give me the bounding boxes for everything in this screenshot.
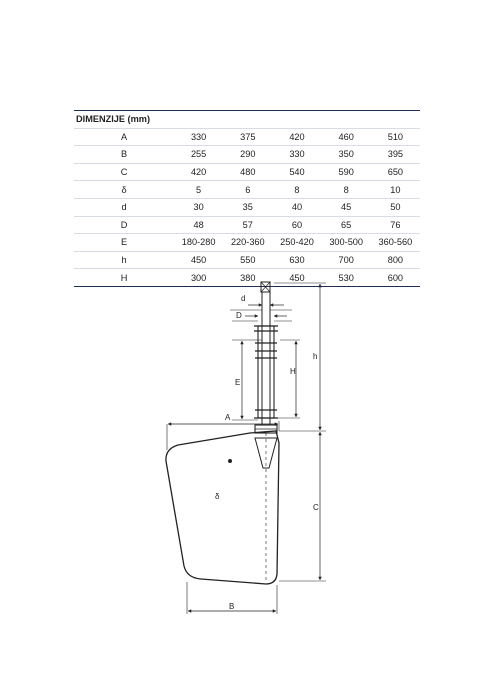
- table-cell: 6: [223, 181, 272, 199]
- table-cell: 76: [371, 216, 420, 234]
- table-cell: 57: [223, 216, 272, 234]
- table-cell: 700: [322, 251, 371, 269]
- table-cell: 630: [272, 251, 321, 269]
- row-label: d: [74, 198, 174, 216]
- table-cell: 450: [272, 269, 321, 287]
- table-cell: 10: [371, 181, 420, 199]
- dim-label-D: D: [236, 311, 242, 320]
- table-cell: 650: [371, 163, 420, 181]
- table-cell: 330: [272, 146, 321, 164]
- table-cell: 60: [272, 216, 321, 234]
- table-cell: 450: [174, 251, 223, 269]
- table-cell: 460: [322, 128, 371, 146]
- dim-label-A: A: [225, 413, 231, 422]
- table-cell: 600: [371, 269, 420, 287]
- dimension-lines: [168, 284, 320, 611]
- row-label: δ: [74, 181, 174, 199]
- row-label: B: [74, 146, 174, 164]
- row-label: A: [74, 128, 174, 146]
- row-label: H: [74, 269, 174, 287]
- table-cell: 290: [223, 146, 272, 164]
- table-cell: 5: [174, 181, 223, 199]
- blade-marker-dot: [228, 459, 232, 463]
- table-cell: 220-360: [223, 234, 272, 252]
- table-cell: 250-420: [272, 234, 321, 252]
- table-cell: 420: [174, 163, 223, 181]
- row-label: D: [74, 216, 174, 234]
- table-cell: 800: [371, 251, 420, 269]
- table-cell: 420: [272, 128, 321, 146]
- table-cell: 300-500: [322, 234, 371, 252]
- row-label: C: [74, 163, 174, 181]
- table-cell: 40: [272, 198, 321, 216]
- table-cell: 375: [223, 128, 272, 146]
- table-cell: 380: [223, 269, 272, 287]
- table-cell: 65: [322, 216, 371, 234]
- table-cell: 8: [322, 181, 371, 199]
- table-cell: 300: [174, 269, 223, 287]
- table-cell: 550: [223, 251, 272, 269]
- dim-label-h: h: [313, 352, 318, 361]
- table-cell: 360-560: [371, 234, 420, 252]
- table-cell: 50: [371, 198, 420, 216]
- dim-label-C: C: [313, 503, 319, 512]
- table-title: DIMENZIJE (mm): [74, 111, 174, 129]
- table-cell: 530: [322, 269, 371, 287]
- row-label: h: [74, 251, 174, 269]
- table-cell: 255: [174, 146, 223, 164]
- table-cell: 48: [174, 216, 223, 234]
- table-cell: 330: [174, 128, 223, 146]
- table-cell: 30: [174, 198, 223, 216]
- table-cell: 35: [223, 198, 272, 216]
- row-label: E: [74, 234, 174, 252]
- dim-label-B: B: [229, 602, 235, 611]
- dim-label-delta: δ: [215, 492, 220, 501]
- rudder-blade-outline: [166, 431, 279, 584]
- dim-label-H: H: [290, 367, 296, 376]
- table-cell: 480: [223, 163, 272, 181]
- table-cell: 510: [371, 128, 420, 146]
- table-cell: 590: [322, 163, 371, 181]
- table-cell: 350: [322, 146, 371, 164]
- table-cell: 395: [371, 146, 420, 164]
- table-cell: 180-280: [174, 234, 223, 252]
- table-cell: 8: [272, 181, 321, 199]
- dim-label-d: d: [241, 294, 246, 303]
- dim-label-E: E: [235, 378, 241, 387]
- table-cell: 540: [272, 163, 321, 181]
- table-cell: 45: [322, 198, 371, 216]
